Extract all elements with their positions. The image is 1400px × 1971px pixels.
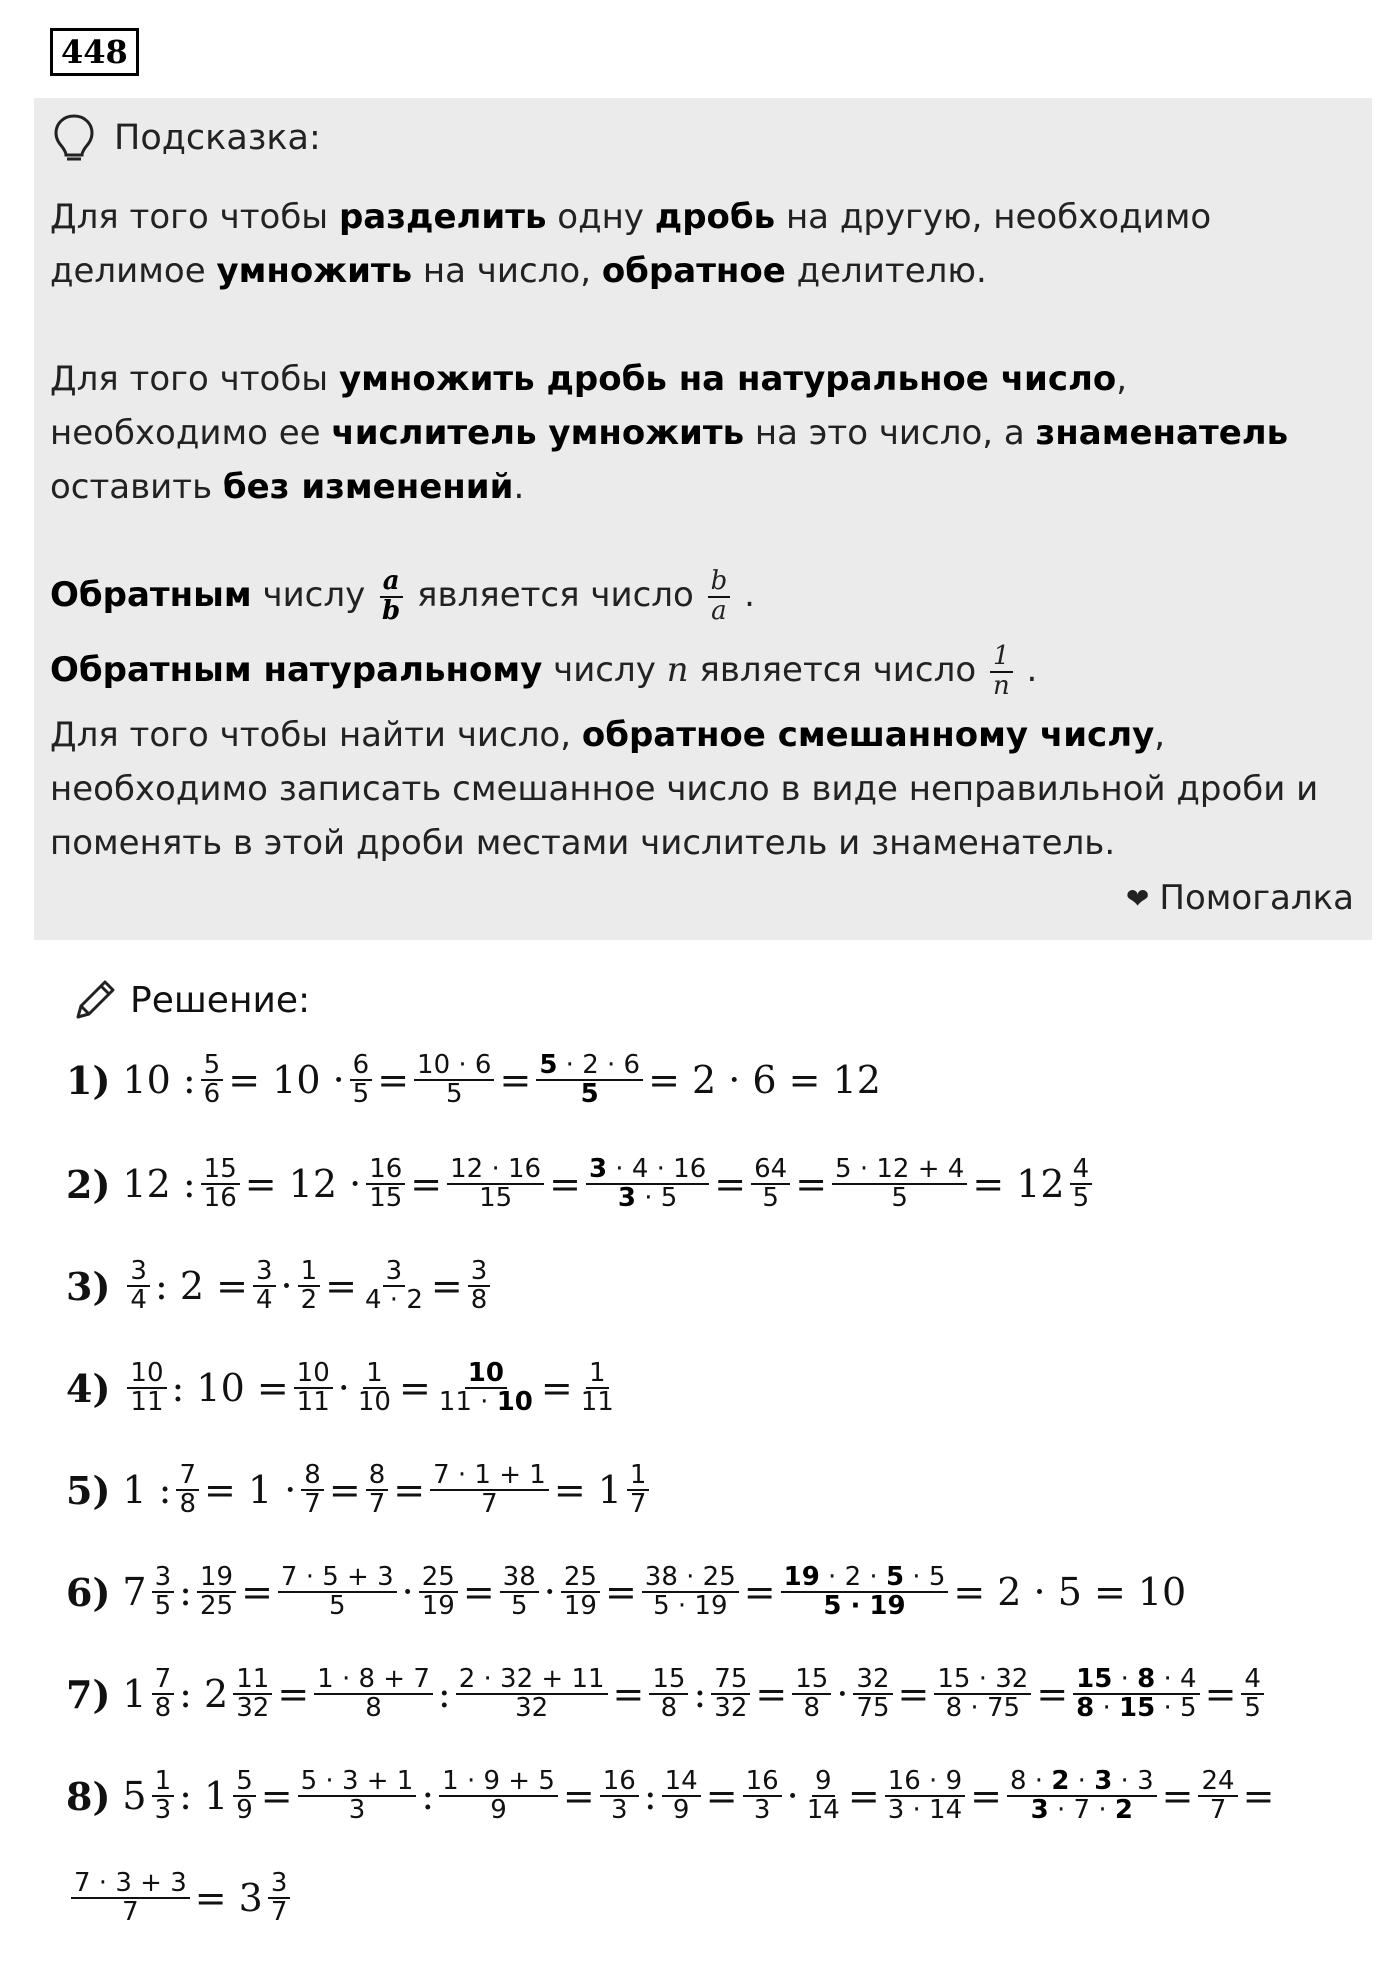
solution-step-4: 4) $\frac{10}{11}$ : 10 = $\frac{10}{11}$ · $\frac{1}{10}$ = $\frac{10}{11 \cdot 10}$ = $\frac{1}{11}$ <box>66 1358 614 1418</box>
solution-header <box>70 968 310 1032</box>
solution-step-7: 7) 1 $\frac{7}{8}$ : 2 $\frac{11}{32}$ = $\frac{1 \cdot 8 + 7}{8}$ : $\frac{2 \cdot 32 + 11}{32}$ = $\frac{15}{8}$ : $\frac{75}{32}$ = $\frac{15}{8}$ · $\frac{32}{75}$ = $\frac{15 \cdot 32}{8 \cdot 75}$ = $\frac{15 \cdot 8 \cdot 4}{8 \cdot 15 \cdot 5}$ = $\frac{4}{5}$ <box>66 1666 1269 1723</box>
hint-title: Подсказка: <box>114 118 321 158</box>
solution-step-8: 8) 5 $\frac{1}{3}$ : 1 $\frac{5}{9}$ = $\frac{5 \cdot 3 + 1}{3}$ : $\frac{1 \cdot 9 + 5}{9}$ = $\frac{16}{3}$ : $\frac{14}{9}$ = $\frac{16}{3}$ · $\frac{9}{14}$ = $\frac{16 \cdot 9}{3 \cdot 14}$ = $\frac{8 \cdot 2 \cdot 3 \cdot 3}{3 \cdot 7 \cdot 2}$ = $\frac{24}{7}$ = <box>66 1766 1275 1826</box>
brand-label: ❤ Помогалка <box>1125 878 1354 918</box>
solution-step-5: 5) 1 : $\frac{7}{8}$ = 1 · $\frac{8}{7}$ = $\frac{8}{7}$ = $\frac{7 \cdot 1 + 1}{7}$ = 1 $\frac{1}{7}$ <box>66 1462 654 1519</box>
solution-step-8-continued: $\frac{7 \cdot 3 + 3}{7}$ = 3 $\frac{3}{7}$ <box>66 1870 295 1927</box>
solution-step-3: 3) $\frac{3}{4}$ : 2 = $\frac{3}{4}$ · $\frac{1}{2}$ = $\frac{3}{4 \cdot 2}$ = $\frac{3}{8}$ <box>66 1258 495 1315</box>
hint-paragraph-1: Для того чтобы разделить одну дробь на другую, необходимо делимое умножить на число, обратное делителю. <box>50 197 1212 291</box>
solution-step-2: 2) 12 : $\frac{15}{16}$ = 12 · $\frac{16}{15}$ = $\frac{12 \cdot 16}{15}$ = $\frac{3 \cdot 4 \cdot 16}{3 \cdot 5}$ = $\frac{64}{5}$ = $\frac{5 \cdot 12 + 4}{5}$ = 12 $\frac{4}{5}$ <box>66 1156 1097 1213</box>
solution-title: Решение: <box>130 979 311 1021</box>
hint-paragraph-3: Обратным числу $\frac{a}{b}$ является число $\frac{b}{a}$ . <box>50 566 755 626</box>
lightbulb-icon <box>52 113 96 163</box>
hint-paragraph-4: Обратным натуральному числу n является число $\frac{1}{n}$ . <box>50 641 1038 701</box>
solution-step-1: 1) 10 : $\frac{5}{6}$ = 10 · $\frac{6}{5}$ = $\frac{10 \cdot 6}{5}$ = $\frac{5 \cdot 2 \cdot 6}{5}$ = 2 · 6 = 12 <box>66 1050 881 1110</box>
hint-paragraph-5: Для того чтобы найти число, обратное смешанному числу, необходимо записать смешанное число в виде неправильной дроби и поменять в этой дроби местами числитель и знаменатель. <box>50 715 1319 863</box>
hint-header <box>52 108 321 168</box>
pencil-icon <box>70 975 120 1025</box>
solution-step-6: 6) 7 $\frac{3}{5}$ : $\frac{19}{25}$ = $\frac{7 \cdot 5 + 3}{5}$ · $\frac{25}{19}$ = $\frac{38}{5}$ · $\frac{25}{19}$ = $\frac{38 \cdot 25}{5 \cdot 19}$ = $\frac{19 \cdot 2 \cdot 5 \cdot 5}{5 \cdot 19}$ = 2 · 5 = 10 <box>66 1562 1187 1622</box>
hint-panel <box>34 98 1372 940</box>
heart-icon: ❤ <box>1125 881 1150 915</box>
hint-paragraph-2: Для того чтобы умножить дробь на натуральное число, необходимо ее числитель умножить на это число, а знаменатель оставить без изменений. <box>50 359 1289 507</box>
exercise-number: 448 <box>50 28 139 76</box>
